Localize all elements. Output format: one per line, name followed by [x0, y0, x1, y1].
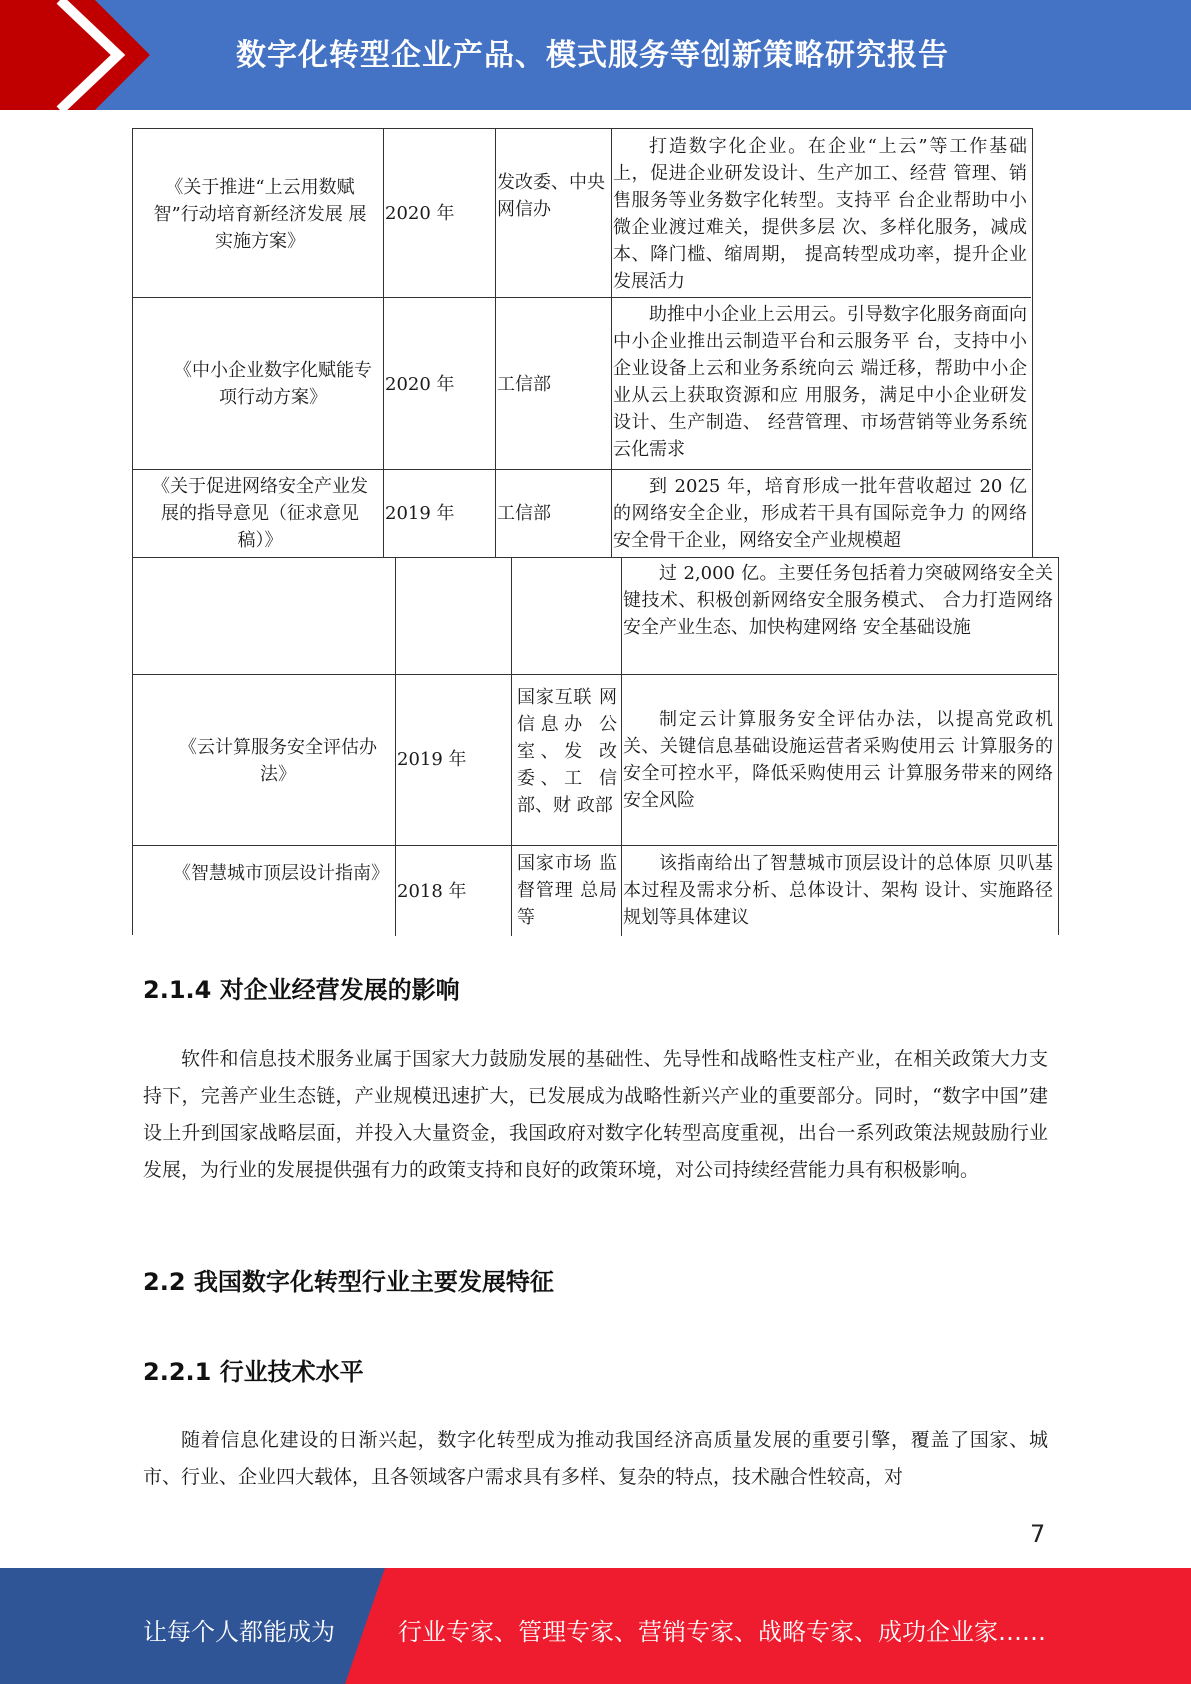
- table-row-3-year: 2019 年: [385, 503, 455, 524]
- section-2-2-1-paragraph: 随着信息化建设的日渐兴起，数字化转型成为推动我国经济高质量发展的重要引擎，覆盖了国家、城市、行业、企业四大载体，且各领域客户需求具有多样、复杂的特点，技术融合性较高，对: [143, 1429, 1048, 1488]
- table-row-2-dept: 工信部: [497, 374, 551, 395]
- policy-table-part1: [132, 128, 1033, 558]
- section-2-1-4-title: 2.1.4 对企业经营发展的影响: [143, 976, 460, 1004]
- page-number: 7: [1030, 1520, 1046, 1548]
- footer-slogan-left: 让每个人都能成为: [143, 1618, 335, 1646]
- table-row-3-name: 《关于促进网络安全产业发展的指导意见（征求意见稿）》: [152, 476, 368, 551]
- page-footer: [0, 1568, 1191, 1684]
- table-row-3-dept: 工信部: [497, 503, 551, 524]
- table-row-5-dept: 国家市场 监督管理 总局等: [517, 853, 617, 928]
- table-row-1-desc: 打造数字化企业。在企业“上云”等工作基础上，促进企业研发设计、生产加工、经营 管理、销售服务等业务数字化转型。支持平 台企业帮助中小微企业渡过难关，提供多层 次、多样化服务，减成本、降门槛、缩周期， 提高转型成功率，提升企业发展活力: [613, 136, 1027, 292]
- page-header: [0, 0, 1191, 110]
- table-row-1-name: 《关于推进“上云用数赋 智”行动培育新经济发展 展 实施方案》: [153, 177, 367, 252]
- table-row-2-name: 《中小企业数字化赋能专项行动方案》: [174, 360, 372, 408]
- policy-table-part2: [132, 557, 1059, 935]
- table-row-1-dept: 发改委、中央网信办: [497, 172, 605, 220]
- table-row-5-name: 《智慧城市顶层设计指南》: [173, 863, 389, 884]
- section-2-2-1-title: 2.2.1 行业技术水平: [143, 1358, 364, 1386]
- table-row-2-desc: 助推中小企业上云用云。引导数字化服务商面向中小企业推出云制造平台和云服务平 台，支持中小企业设备上云和业务系统向云 端迁移，帮助中小企业从云上获取资源和应 用服务，满足中小企业研发设计、生产制造、 经营管理、市场营销等业务系统云化需求: [613, 304, 1027, 460]
- section-2-2-title: 2.2 我国数字化转型行业主要发展特征: [143, 1268, 554, 1296]
- table-row-4-dept: 国家互联 网信息办 公室、发 改委、工 信部、财 政部: [517, 687, 617, 816]
- table-row-2-year: 2020 年: [385, 374, 455, 395]
- table-row-4-name: 《云计算服务安全评估办法》: [179, 737, 377, 785]
- table-row-4-desc: 制定云计算服务安全评估办法，以提高党政机关、关键信息基础设施运营者采购使用云 计算服务的安全可控水平，降低采购使用云 计算服务带来的网络安全风险: [623, 709, 1053, 811]
- header-arrow-decoration: [0, 0, 150, 110]
- footer-slogan-right: 行业专家、管理专家、营销专家、战略专家、成功企业家……: [398, 1618, 1046, 1646]
- table-row-1-year: 2020 年: [385, 203, 455, 224]
- table-row-4-year: 2019 年: [397, 749, 467, 770]
- table-row-3-desc-continued: 过 2,000 亿。主要任务包括着力突破网络安全关键技术、积极创新网络安全服务模式、 合力打造网络安全产业生态、加快构建网络 安全基础设施: [623, 563, 1053, 638]
- header-title: 数字化转型企业产品、模式服务等创新策略研究报告: [236, 38, 949, 73]
- table-row-3-desc: 到 2025 年，培育形成一批年营收超过 20 亿的网络安全企业，形成若干具有国际竞争力 的网络安全骨干企业，网络安全产业规模超: [613, 476, 1027, 551]
- section-2-1-4-paragraph: 软件和信息技术服务业属于国家大力鼓励发展的基础性、先导性和战略性支柱产业，在相关政策大力支持下，完善产业生态链，产业规模迅速扩大，已发展成为战略性新兴产业的重要部分。同时，“数字中国”建设上升到国家战略层面，并投入大量资金，我国政府对数字化转型高度重视，出台一系列政策法规鼓励行业发展，为行业的发展提供强有力的政策支持和良好的政策环境，对公司持续经营能力具有积极影响。: [143, 1048, 1048, 1181]
- table-row-5-desc: 该指南给出了智慧城市顶层设计的总体原 贝叭基本过程及需求分析、总体设计、架构 设计、实施路径规划等具体建议: [623, 853, 1053, 928]
- table-row-5-year: 2018 年: [397, 881, 467, 902]
